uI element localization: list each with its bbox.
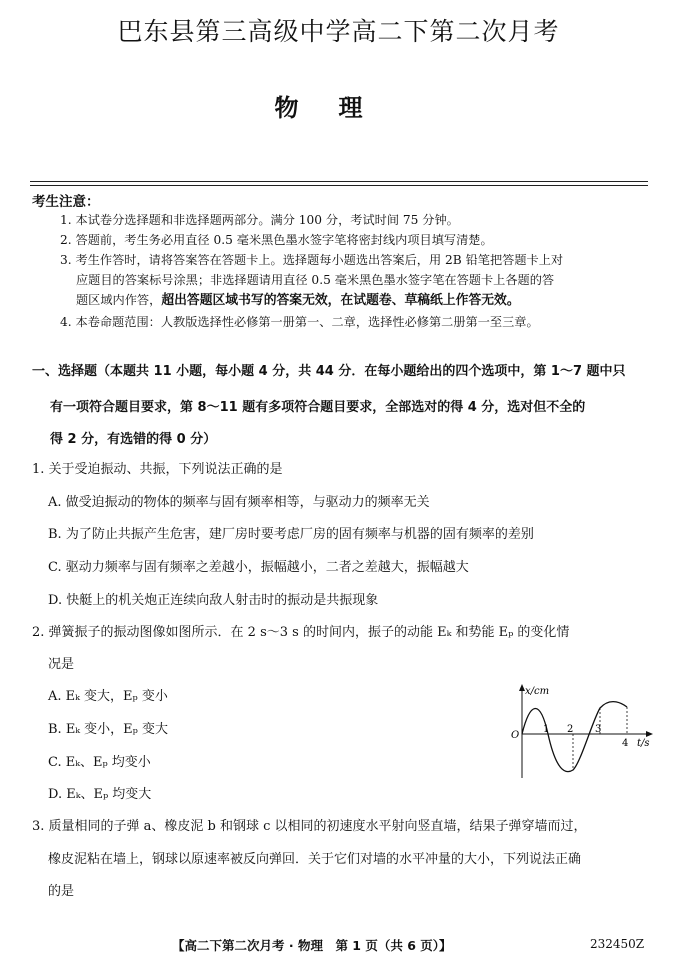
q2-stem: 2. 弹簧振子的振动图像如图所示．在 2 s～3 s 的时间内，振子的动能 Eₖ 和势能 Eₚ 的变化情 (32, 625, 570, 640)
notice-item-2: 2. 答题前，考生务必用直径 0.5 毫米黑色墨水签字笔将密封线内项目填写清楚。 (60, 233, 493, 247)
q2-option-d: D. Eₖ、Eₚ 均变大 (48, 787, 152, 802)
q3-stem-line-2: 橡皮泥粘在墙上，钢球以原速率被反向弹回．关于它们对墙的水平冲量的大小，下列说法正确 (48, 852, 582, 867)
graph-x-label: t/s (637, 738, 650, 749)
graph-tick-1: 1 (543, 724, 550, 735)
graph-y-label: x/cm (525, 686, 550, 697)
notice-emphasis: 超出答题区域书写的答案无效，在试题卷、草稿纸上作答无效。 (161, 293, 520, 308)
q2-option-c: C. Eₖ、Eₚ 均变小 (48, 755, 151, 770)
page-footer: 【高二下第二次月考 · 物理 第 1 页（共 6 页）】 (172, 938, 452, 953)
divider-line (30, 181, 648, 182)
section-instructions-line-1: 一、选择题（本题共 11 小题，每小题 4 分，共 44 分．在每小题给出的四个选项中，第 1～7 题中只 (32, 364, 626, 379)
exam-title: 巴东县第三高级中学高二下第二次月考 (117, 17, 560, 46)
q1-option-c: C. 驱动力频率与固有频率之差越小，振幅越小，二者之差越大，振幅越大 (48, 560, 469, 575)
graph-curve (522, 702, 627, 772)
graph-tick-2: 2 (567, 724, 574, 735)
notice-item-4: 4. 本卷命题范围：人教版选择性必修第一册第一、二章，选择性必修第二册第一至三章。 (60, 315, 539, 329)
notice-heading: 考生注意： (32, 194, 100, 210)
notice-item-1: 1. 本试卷分选择题和非选择题两部分。满分 100 分，考试时间 75 分钟。 (60, 213, 459, 227)
q1-stem: 1. 关于受迫振动、共振，下列说法正确的是 (32, 462, 283, 477)
notice-item-3-end (76, 290, 520, 311)
section-instructions-line-2: 有一项符合题目要求，第 8～11 题有多项符合题目要求，全部选对的得 4 分，选对但不全的 (50, 400, 586, 415)
graph-x-arrow (646, 731, 653, 737)
notice-item-3: 3. 考生作答时，请将答案答在答题卡上。选择题每小题选出答案后，用 2B 铅笔把答题卡上对 (60, 253, 564, 267)
graph-tick-4: 4 (622, 738, 629, 749)
q1-option-d: D. 快艇上的机关炮正连续向敌人射击时的振动是共振现象 (48, 593, 379, 608)
q1-option-b: B. 为了防止共振产生危害，建厂房时要考虑厂房的固有频率与机器的固有频率的差别 (48, 527, 534, 542)
q2-option-b: B. Eₖ 变小，Eₚ 变大 (48, 722, 169, 737)
q2-vibration-graph (505, 682, 655, 782)
notice-item-3-tail: 题区域内作答， (76, 293, 162, 307)
q3-stem-line-3: 的是 (48, 884, 75, 899)
graph-tick-3: 3 (595, 724, 602, 735)
graph-origin: O (511, 730, 520, 741)
q3-stem-line-1: 3. 质量相同的子弹 a、橡皮泥 b 和钢球 c 以相同的初速度水平射向竖直墙，结果子弹穿墙而过， (32, 819, 587, 834)
subject-title: 物理 (274, 93, 403, 122)
paper-code: 232450Z (590, 937, 645, 951)
divider-line (30, 185, 648, 186)
q2-stem-cont: 况是 (48, 657, 75, 672)
section-instructions-line-3: 得 2 分，有选错的得 0 分） (50, 432, 217, 447)
notice-item-3-cont: 应题目的答案标号涂黑；非选择题请用直径 0.5 毫米黑色墨水签字笔在答题卡上各题的答 (76, 273, 555, 287)
q2-option-a: A. Eₖ 变大，Eₚ 变小 (48, 689, 168, 704)
q1-option-a: A. 做受迫振动的物体的频率与固有频率相等，与驱动力的频率无关 (48, 495, 430, 510)
